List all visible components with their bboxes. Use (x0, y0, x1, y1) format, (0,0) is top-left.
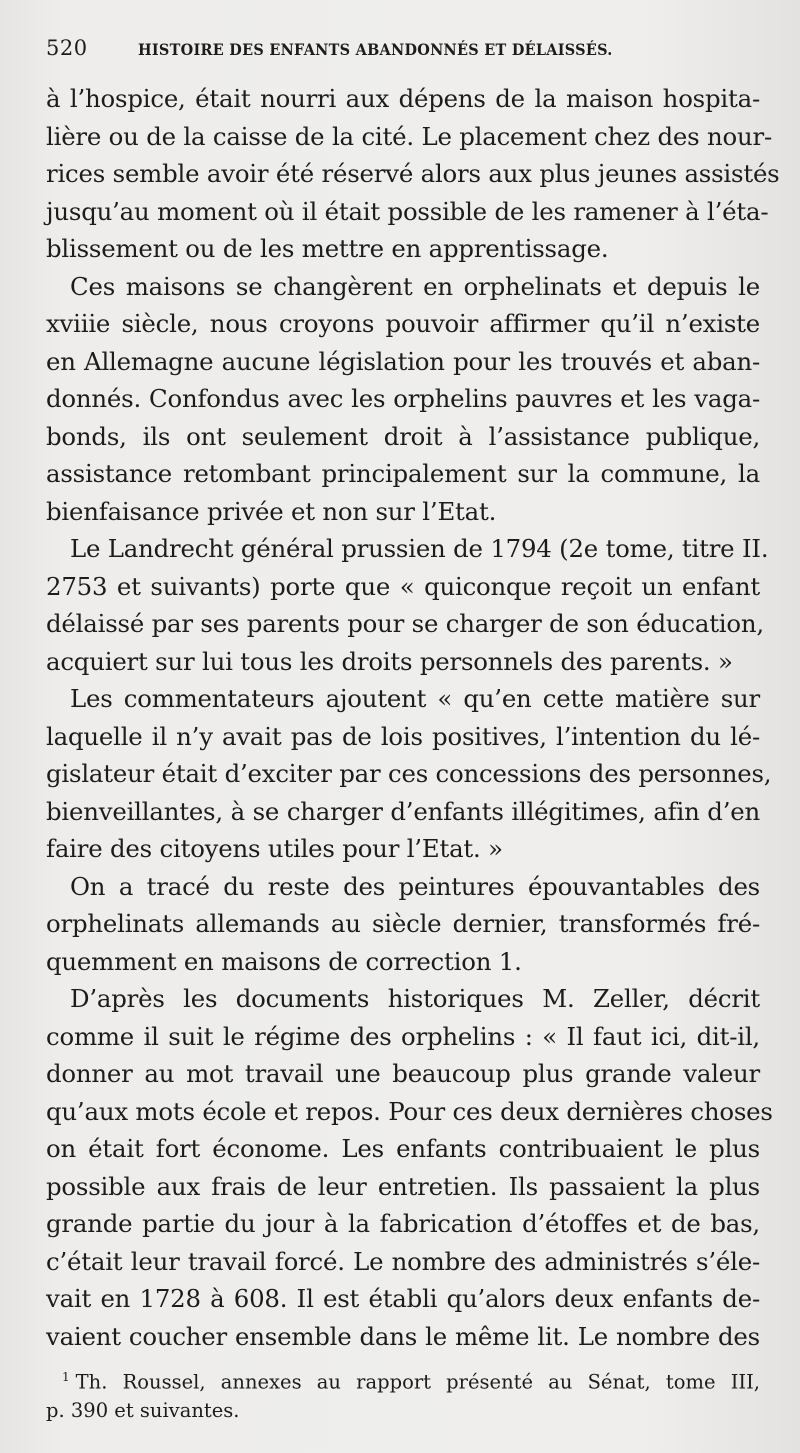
footnote (46, 1363, 760, 1425)
text-line: comme il suit le régime des orphelins : « Il faut ici, dit-il, (46, 1021, 760, 1051)
text-line: faire des citoyens utiles pour l’Etat. » (46, 834, 503, 863)
text-line: Le Landrecht général prussien de 1794 (2e tome, titre II. (70, 534, 769, 563)
text-line: bonds, ils ont seulement droit à l’assistance publique, (46, 421, 760, 451)
text-line: Ces maisons se changèrent en orphelinats et depuis le (70, 271, 760, 301)
text-line: orphelinats allemands au siècle dernier, transformés fré- (46, 909, 760, 938)
running-title: HISTOIRE DES ENFANTS ABANDONNÉS ET DÉLAISSÉS. (138, 40, 613, 59)
text-line: lière ou de la caisse de la cité. Le placement chez des nour- (46, 121, 773, 151)
text-line: délaissé par ses parents pour se charger de son éducation, (46, 609, 764, 638)
text-line: donner au mot travail une beaucoup plus grande valeur (46, 1059, 760, 1088)
text-line: à l’hospice, était nourri aux dépens de la maison hospita- (46, 84, 760, 113)
footnote-line: p. 390 et suivantes. (46, 1398, 240, 1422)
running-head (46, 36, 760, 80)
text-line: blissement ou de les mettre en apprentissage. (46, 234, 609, 263)
text-line: bienfaisance privée et non sur l’Etat. (46, 496, 497, 526)
footnote-text: Th. Roussel, annexes au rapport présenté au Sénat, tome III, (75, 1370, 760, 1394)
footnote-mark: 1 (62, 1370, 70, 1384)
text-line: acquiert sur lui tous les droits personnels des parents. » (46, 646, 733, 676)
text-line: en Allemagne aucune législation pour les trouvés et aban- (46, 346, 760, 376)
text-line: bienveillantes, à se charger d’enfants illégitimes, afin d’en (46, 796, 760, 826)
text-line: donnés. Confondus avec les orphelins pauvres et les vaga- (46, 384, 760, 413)
text-line: D’après les documents historiques M. Zeller, décrit (70, 984, 760, 1013)
text-line: laquelle il n’y avait pas de lois positives, l’intention du lé- (46, 721, 760, 751)
body-text (46, 80, 780, 1355)
text-line: vaient coucher ensemble dans le même lit. Le nombre des (46, 1321, 760, 1351)
text-line: qu’aux mots école et repos. Pour ces deux dernières choses (46, 1096, 773, 1126)
text-line: rices semble avoir été réservé alors aux plus jeunes assistés (46, 159, 780, 188)
text-line: 2753 et suivants) porte que « quiconque reçoit un enfant (46, 571, 760, 601)
text-line: possible aux frais de leur entretien. Ils passaient la plus (46, 1171, 760, 1201)
footnote-line (46, 1363, 760, 1397)
text-line: assistance retombant principalement sur la commune, la (46, 459, 760, 488)
text-line: Les commentateurs ajoutent « qu’en cette matière sur (70, 684, 760, 713)
text-line: vait en 1728 à 608. Il est établi qu’alors deux enfants de- (46, 1284, 760, 1313)
text-line: On a tracé du reste des peintures épouvantables des (70, 871, 760, 901)
text-line: jusqu’au moment où il était possible de les ramener à l’éta- (46, 196, 769, 226)
text-line: gislateur était d’exciter par ces concessions des personnes, (46, 759, 772, 788)
text-line: quemment en maisons de correction 1. (46, 946, 522, 976)
text-line: xviiie siècle, nous croyons pouvoir affirmer qu’il n’existe (46, 309, 760, 338)
text-line: c’était leur travail forcé. Le nombre des administrés s’éle- (46, 1246, 760, 1276)
text-line: grande partie du jour à la fabrication d’étoffes et de bas, (46, 1209, 760, 1238)
text-line: on était fort économe. Les enfants contribuaient le plus (46, 1134, 760, 1163)
page-number: 520 (46, 36, 88, 60)
